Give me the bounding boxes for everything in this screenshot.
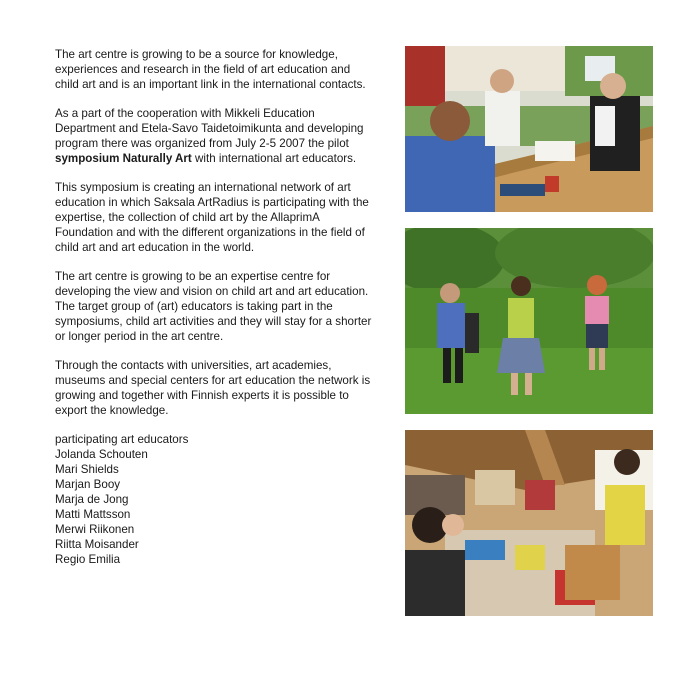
educators-list: [55, 432, 375, 567]
paragraph-contacts: Through the contacts with universities, art academies, museums and special centers for art education the network is growing and together with Finnish experts it is possible to export the knowledge.: [55, 359, 371, 417]
educator-name: Mari Shields: [55, 463, 119, 476]
educator-name: Riitta Moisander: [55, 538, 139, 551]
paragraph-symposium: [55, 106, 375, 166]
symposium-name: symposium Naturally Art: [55, 152, 192, 165]
paragraph-network: This symposium is creating an international network of art education in which Saksala ArtRadius is participating with the expertise, the collection of child art by the AllaprimA Foundation and with the different organizations in the field of child art and art education in the world.: [55, 181, 369, 254]
photo-lawn-group: [405, 228, 653, 414]
paragraph-intro: The art centre is growing to be a source for knowledge, experiences and research in the field of art education and child art and is an important link in the international contacts.: [55, 48, 366, 91]
photo-outdoor-table-image: [405, 46, 653, 212]
educator-name: Merwi Riikonen: [55, 523, 135, 536]
educator-name: Regio Emilia: [55, 553, 121, 566]
photo-indoor-workshop: [405, 430, 653, 616]
educators-heading: participating art educators: [55, 433, 189, 446]
paragraph-symposium-end: with international art educators.: [191, 152, 357, 165]
photo-indoor-workshop-image: [405, 430, 653, 616]
educator-name: Marja de Jong: [55, 493, 129, 506]
educator-name: Jolanda Schouten: [55, 448, 148, 461]
photo-lawn-group-image: [405, 228, 653, 414]
photo-outdoor-table: [405, 46, 653, 212]
educator-name: Matti Mattsson: [55, 508, 131, 521]
paragraph-expertise: The art centre is growing to be an expertise centre for developing the view and vision on child art and art education. The target group of (art) educators is taking part in the symposiums, child art activities and they will stay for a shorter or longer period in the art centre.: [55, 270, 372, 343]
paragraph-symposium-start: As a part of the cooperation with Mikkeli Education Department and Etela-Savo Taidetoimikunta and developing program there was organized from July 2-5 2007 the pilot: [55, 107, 364, 150]
article-text: [55, 47, 375, 567]
educator-name: Marjan Booy: [55, 478, 121, 491]
